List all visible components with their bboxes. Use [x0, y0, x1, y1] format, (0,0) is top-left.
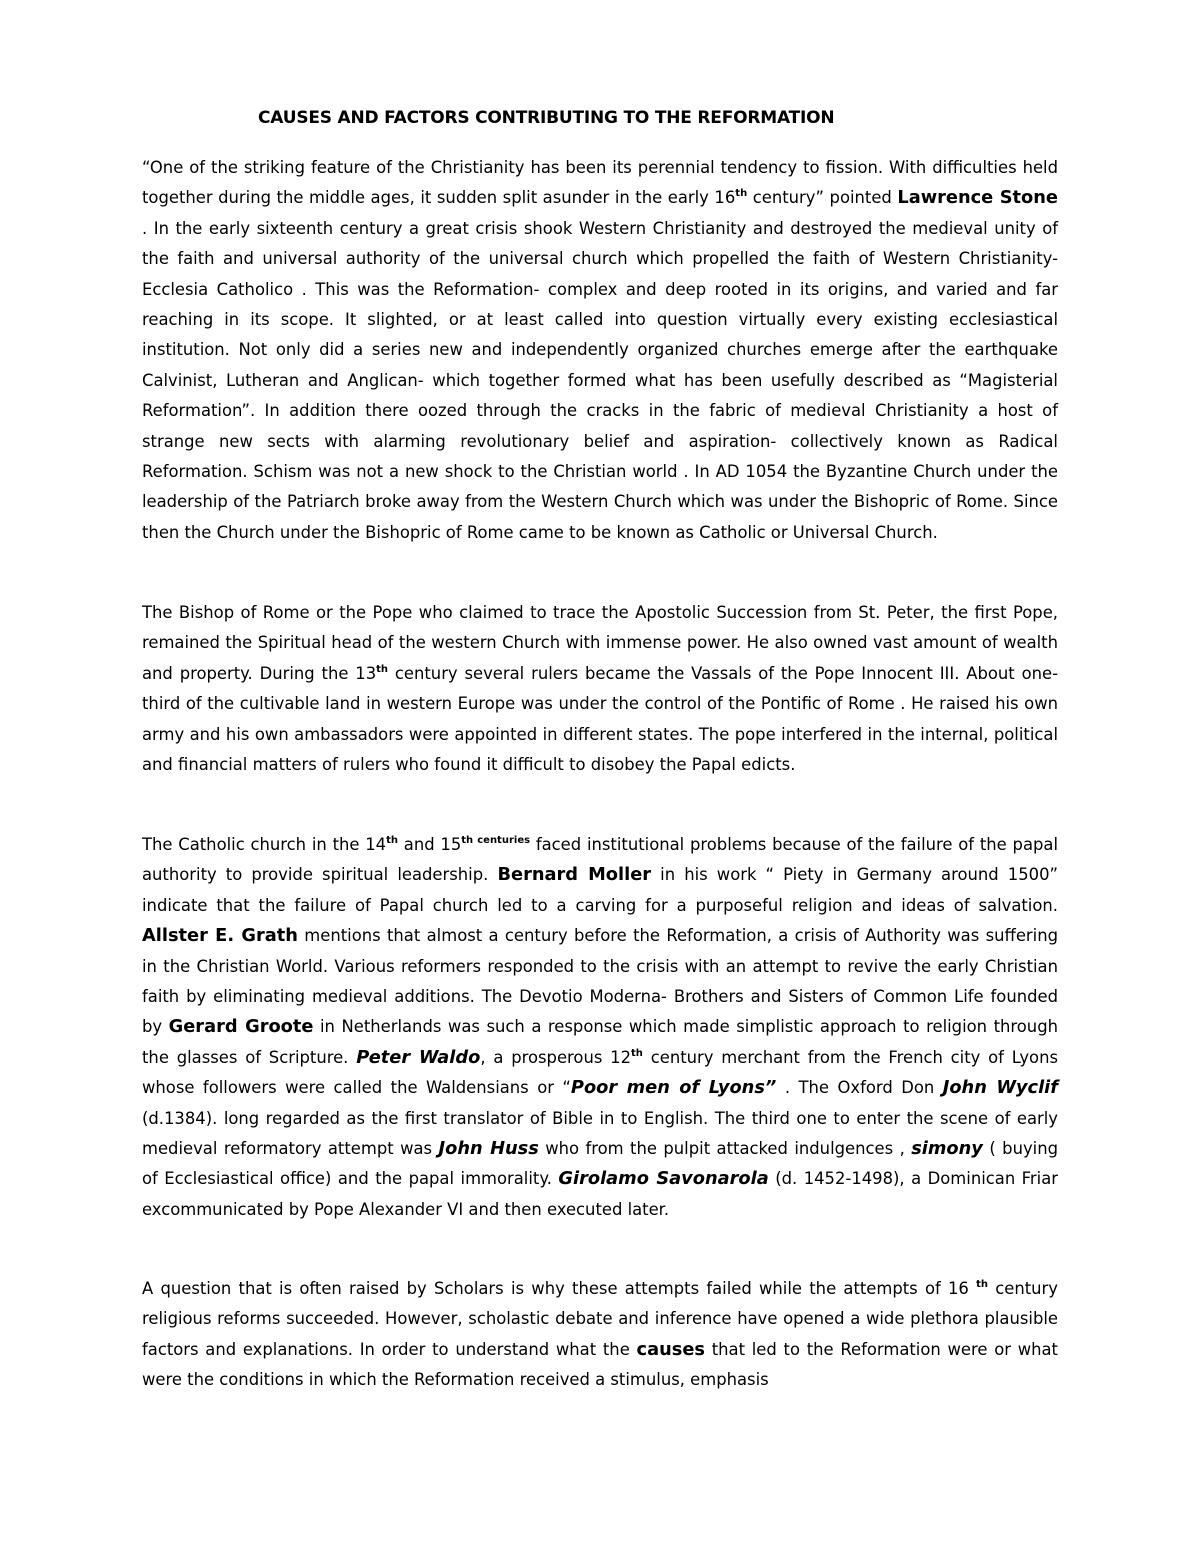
name-peter-waldo: Peter Waldo — [356, 1046, 481, 1068]
para3-text-i: . The Oxford Don — [776, 1078, 943, 1098]
paragraph-3 — [142, 830, 1058, 1225]
term-causes: causes — [636, 1338, 705, 1360]
para3-text-d: in his work “ Piety in Germany around 1500” indicate that the failure of Papal church led to a carving for a purposeful religion and ideas of salvation. — [142, 865, 1059, 915]
para3-text-l: ( buying of Ecclesiastical office) and the papal immorality. — [142, 1139, 1059, 1189]
document-title: CAUSES AND FACTORS CONTRIBUTING TO THE REFORMATION — [258, 108, 835, 128]
para2-text-b: century several rulers became the Vassals of the Pope Innocent III. About one-third of the cultivable land in western Europe was under the control of the Pontific of Rome . He raised his own army and his own ambassadors were appointed in different states. The pope interfered in the internal, political and financial matters of rulers who found it difficult to disobey the Papal edicts. — [142, 663, 1058, 775]
para1-text-c: . In the early sixteenth century a great crisis shook Western Christianity and destroyed the medieval unity of the faith and universal authority of the universal church which propelled the faith of Western Christianity- Ecclesia Catholico . This was the Reformation- complex and deep rooted in its origins, and varied and far reaching in its scope. It slighted, or at least called into question virtually every existing ecclesiastical institution. Not only did a series new and independently organized churches emerge after the earthquake Calvinist, Lutheran and Anglican- which together formed what has been usefully described as “Magisterial Reformation”. In addition there oozed through the cracks in the fabric of medieval Christianity a host of strange new sects with alarming revolutionary belief and aspiration- collectively known as Radical Reformation. Schism was not a new shock to the Christian world . In AD 1054 the Byzantine Church under the leadership of the Patriarch broke away from the Western Church which was under the Bishopric of Rome. Since then the Church under the Bishopric of Rome came to be known as Catholic or Universal Church. — [142, 218, 1058, 542]
para4-text-c: that led to the Reformation were or what were the conditions in which the Reformation received a stimulus, emphasis — [142, 1339, 1058, 1390]
superscript-th-centuries: th centuries — [461, 835, 531, 846]
para3-text-a: The Catholic church in the 14 — [142, 835, 387, 854]
para3-text-f: in Netherlands was such a response which made simplistic approach to religion through the glasses of Scripture. — [142, 1017, 1058, 1067]
paragraph-1 — [142, 153, 1058, 548]
name-girolamo-savonarola: Girolamo Savonarola — [558, 1168, 769, 1190]
name-john-wyclif: John Wyclif — [942, 1077, 1058, 1099]
name-bernard-moller: Bernard Moller — [497, 864, 652, 886]
para1-text-b: century” pointed — [747, 188, 898, 208]
name-gerard-groote: Gerard Groote — [168, 1016, 314, 1038]
para3-text-j: (d.1384). long regarded as the first translator of Bible in to English. The third one to enter the scene of early medieval reformatory attempt was — [142, 1108, 1058, 1159]
para3-text-h: century merchant from the French city of Lyons whose followers were called the Waldensians or “ — [142, 1047, 1059, 1098]
para3-text-k: who from the pulpit attacked indulgences , — [538, 1139, 912, 1159]
superscript-th: th — [735, 188, 748, 200]
para3-text-g: , a prosperous 12 — [480, 1047, 632, 1067]
paragraph-4 — [142, 1274, 1058, 1396]
para4-text-a: A question that is often raised by Scholars is why these attempts failed while the attempts of 16 — [142, 1279, 977, 1298]
superscript-th: th — [976, 1279, 989, 1290]
name-john-huss: John Huss — [438, 1138, 539, 1160]
superscript-th: th — [631, 1047, 643, 1059]
para1-text-a: “One of the striking feature of the Christianity has been its perennial tendency to fission. With difficulties held together during the middle ages, it sudden split asunder in the early 16 — [142, 158, 1058, 208]
paragraph-2 — [142, 598, 1058, 780]
para3-text-b: and 15 — [398, 835, 462, 854]
name-allster-grath: Allster E. Grath — [142, 925, 298, 947]
para3-text-m: (d. 1452-1498), a Dominican Friar excommunicated by Pope Alexander VI and then executed later. — [142, 1169, 1058, 1219]
superscript-th: th — [376, 663, 389, 675]
name-poor-men-of-lyons: Poor men of Lyons” — [570, 1077, 777, 1099]
term-simony: simony — [911, 1138, 983, 1160]
author-name: Lawrence Stone — [897, 187, 1058, 209]
para3-text-e: mentions that almost a century before the Reformation, a crisis of Authority was suffering in the Christian World. Various reformers responded to the crisis with an attempt to revive the early Christian faith by eliminating medieval additions. The Devotio Moderna- Brothers and Sisters of Common Life founded by — [142, 926, 1058, 1037]
para4-text-b: century religious reforms succeeded. However, scholastic debate and inference have opened a wide plethora plausible factors and explanations. In order to understand what the — [142, 1279, 1058, 1359]
superscript-th: th — [386, 835, 399, 846]
para3-text-c: faced institutional problems because of the failure of the papal authority to provide spiritual leadership. — [142, 835, 1058, 885]
para2-text-a: The Bishop of Rome or the Pope who claimed to trace the Apostolic Succession from St. Peter, the first Pope, remained the Spiritual head of the western Church with immense power. He also owned vast amount of wealth and property. During the 13 — [142, 603, 1058, 683]
